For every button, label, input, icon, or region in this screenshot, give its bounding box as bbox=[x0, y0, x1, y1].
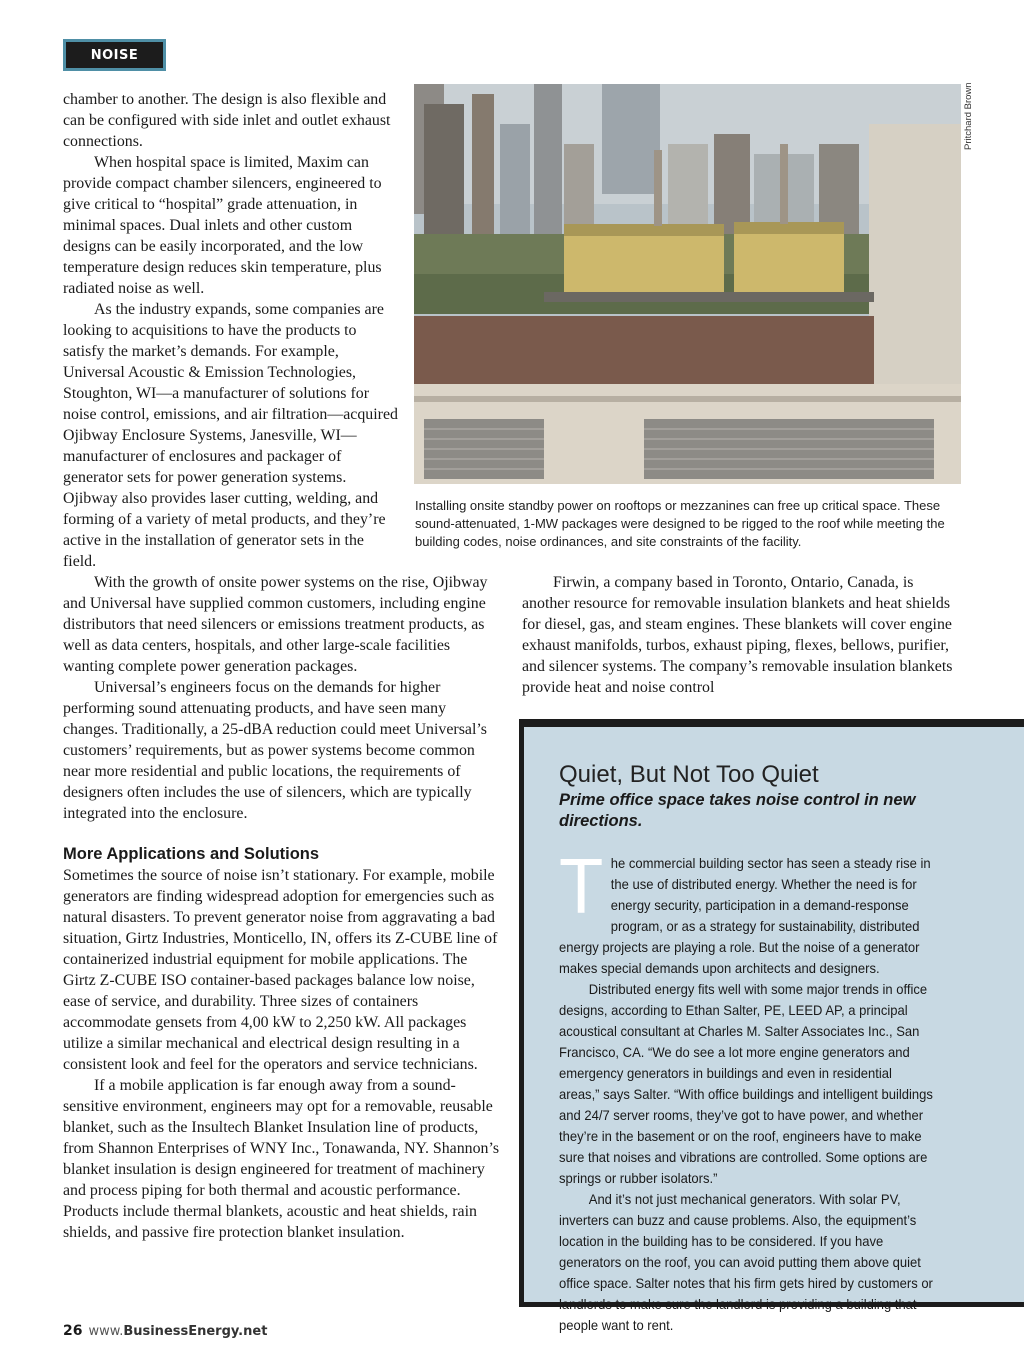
rooftop-generator-photo bbox=[414, 84, 961, 484]
body-paragraph: chamber to another. The design is also flexible and can be configured with side inlet and outlet exhaust connections. bbox=[63, 91, 391, 150]
sidebar-paragraph: Distributed energy fits well with some major trends in office designs, according to Ethan Salter, PE, LEED AP, a principal acoustical consultant at Charles M. Salter Associates Inc., San Francisco, CA. “We do see a lot more engine generators and emergency generators in buildings and even in residential areas,” says Salter. “With office buildings and intelligent buildings and 24/7 server rooms, they’ve got to have power, and whether they’re in the basement or on the roof, engineers have to make sure that noises and vibrations are controlled. Some options are springs or rubber isolators.” bbox=[559, 981, 933, 1186]
body-paragraph: Ojibway also provides laser cutting, welding, and forming of a variety of metal products, and they’re active in the installation of generator sets in the field. bbox=[63, 490, 386, 570]
sidebar-first-text: he commercial building sector has seen a steady rise in the use of distributed energy. Whether the need is for energy security, participation in a demand-response program, or as a strategy for sustainability, distributed energy projects are playing a role. But the noise of a generator makes special demands upon architects and designers. bbox=[559, 855, 931, 976]
section-subhead: More Applications and Solutions bbox=[63, 845, 320, 863]
sidebar-body bbox=[559, 842, 935, 1336]
body-paragraph: With the growth of onsite power systems on the rise, Ojibway and Universal have supplied common customers, including engine distributors that need silencers or emissions treatment products, as well as data centers, hospitals, and other large-scale facilities wanting complete power generation packages. bbox=[63, 574, 488, 675]
left-column-main bbox=[63, 572, 500, 1243]
section-tag: NOISE bbox=[63, 39, 166, 71]
body-paragraph: As the industry expands, some companies are looking to acquisitions to have the products to satisfy the market’s demands. For example, Universal Acoustic & Emission Technologies, Stoughton, WI—a manufacturer of solutions for noise control, emissions, and air filtration—acquired Ojibway Enclosure Systems, Janesville, WI—manufacturer of enclosures and packager of generator sets for power generation systems. bbox=[63, 301, 398, 486]
left-column-top-continued bbox=[63, 488, 398, 572]
sidebar-paragraph bbox=[559, 842, 935, 979]
body-paragraph: Universal’s engineers focus on the demands for higher performing sound attenuating products, and have seen many changes. Traditionally, a 25-dBA reduction could meet Universal’s customers’ requirements, but as power systems become common near more residential and public locations, the requirements of designers often includes the use of silencers, which are typically integrated into the enclosure. bbox=[63, 679, 487, 822]
sidebar-title: Quiet, But Not Too Quiet bbox=[559, 761, 819, 788]
left-column-top bbox=[63, 89, 398, 488]
drop-cap: T bbox=[559, 842, 604, 930]
site-url[interactable] bbox=[88, 1324, 267, 1339]
site-url-prefix: www. bbox=[88, 1324, 124, 1339]
page-number: 26 bbox=[63, 1323, 83, 1339]
sidebar-box bbox=[519, 719, 1024, 1333]
body-paragraph: Firwin, a company based in Toronto, Ontario, Canada, is another resource for removable insulation blankets and heat shields for diesel, gas, and steam engines. These blankets will cover engine exhaust manifolds, turbos, exhaust piping, flexes, bellows, purifier, and silencer systems. The company’s removable insulation blankets provide heat and noise control bbox=[522, 574, 953, 696]
body-paragraph: Sometimes the source of noise isn’t stationary. For example, mobile generators are finding widespread adoption for emergencies such as natural disasters. To prevent generator noise from aggravating a bad situation, Girtz Industries, Monticello, IN, offers its Z-CUBE line of containerized industrial equipment for mobile applications. The Girtz Z-CUBE ISO container-based packages balance low noise, ease of service, and durability. Three sizes of containers accommodate gensets from 4,00 kW to 2,250 kW. All packages utilize a similar mechanical and electrical design resulting in a consistent look and feel for the operators and service technicians. bbox=[63, 867, 498, 1073]
site-url-name: BusinessEnergy.net bbox=[123, 1324, 268, 1339]
body-paragraph: If a mobile application is far enough away from a sound-sensitive environment, engineers may opt for a removable, reusable blanket, such as the Insultech Blanket Insulation line of products, from Shannon Enterprises of WNY Inc., Tonawanda, NY. Shannon’s blanket insulation is design engineered for treatment of machinery and process piping for both thermal and acoustic performance. Products include thermal blankets, acoustic and heat shields, rain shields, and passive fire protection blanket insulation. bbox=[63, 1077, 500, 1241]
photo-caption: Installing onsite standby power on rooftops or mezzanines can free up critical space. These sound-attenuated, 1-MW packages were designed to be rigged to the roof while meeting the building codes, noise ordinances, and site constraints of the facility. bbox=[415, 498, 945, 549]
sidebar-paragraph: And it’s not just mechanical generators. With solar PV, inverters can buzz and cause problems. Also, the equipment’s location in the building has to be considered. If you have generators on the roof, you can avoid putting them above quiet office space. Salter notes that his firm gets hired by customers or landlords to make sure the landlord is providing a building that people want to rent. bbox=[559, 1191, 933, 1333]
right-column bbox=[522, 572, 962, 698]
photo-credit: Pritchard Brown bbox=[963, 82, 974, 150]
page-footer bbox=[63, 1323, 267, 1339]
sidebar-deck: Prime office space takes noise control in new directions. bbox=[559, 791, 916, 830]
body-paragraph: When hospital space is limited, Maxim can provide compact chamber silencers, engineered to give critical to “hospital” grade attenuation, in minimal spaces. Dual inlets and other custom designs can be easily incorporated, and the low temperature design reduces skin temperature, plus radiated noise as well. bbox=[63, 154, 382, 297]
